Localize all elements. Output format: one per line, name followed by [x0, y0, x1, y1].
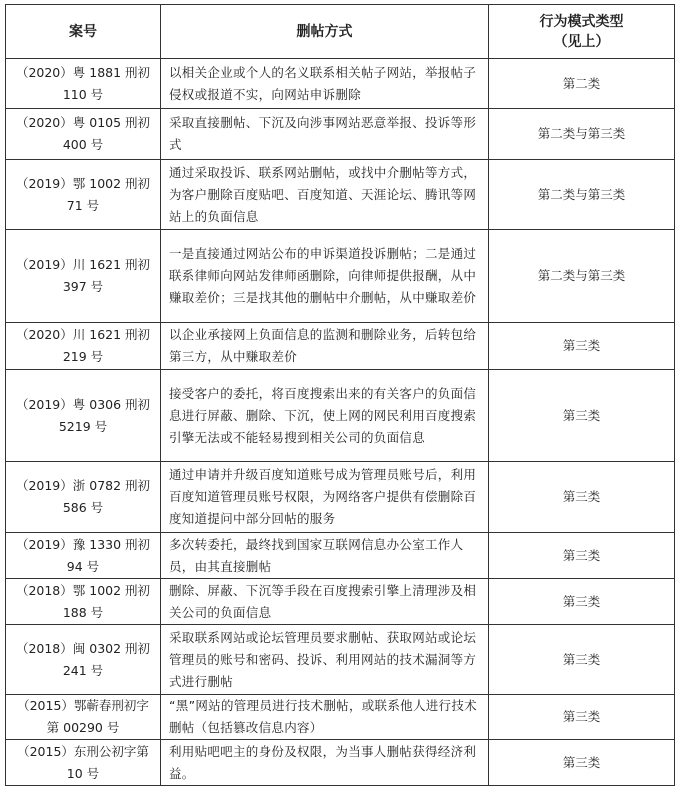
table-row — [6, 160, 675, 230]
method-cell: 一是直接通过网站公布的申诉渠道投诉删帖；二是通过联系律师向网站发律师函删除，向律师提供报酬，从中赚取差价；三是找其他的删帖中介删帖，从中赚取差价 — [161, 230, 489, 323]
method-cell: 采取联系网站或论坛管理员要求删帖、获取网站或论坛管理员的账号和密码、投诉、利用网站的技术漏洞等方式进行删帖 — [161, 625, 489, 695]
case-number-cell: （2020）川 1621 刑初 219 号 — [6, 323, 161, 370]
table-row — [6, 462, 675, 533]
case-number-cell: （2015）东刑公初字第 10 号 — [6, 740, 161, 786]
case-number-cell: （2020）粤 1881 刑初 110 号 — [6, 59, 161, 109]
case-number-cell: （2019）川 1621 刑初 397 号 — [6, 230, 161, 323]
method-cell: 以企业承接网上负面信息的监测和删除业务，后转包给第三方，从中赚取差价 — [161, 323, 489, 370]
type-cell: 第三类 — [489, 533, 675, 579]
table-row — [6, 370, 675, 462]
case-number-cell: （2015）鄂蕲春刑初字第 00290 号 — [6, 695, 161, 740]
method-cell: 通过申请并升级百度知道账号成为管理员账号后，利用百度知道管理员账号权限，为网络客户提供有偿删除百度知道提问中部分回帖的服务 — [161, 462, 489, 533]
method-cell: 采取直接删帖、下沉及向涉事网站恶意举报、投诉等形式 — [161, 109, 489, 160]
header-type-note: （见上） — [553, 33, 610, 50]
case-number-cell: （2019）豫 1330 刑初 94 号 — [6, 533, 161, 579]
method-cell: 通过采取投诉、联系网站删帖，或找中介删帖等方式，为客户删除百度贴吧、百度知道、天涯论坛、腾讯等网站上的负面信息 — [161, 160, 489, 230]
type-cell: 第三类 — [489, 625, 675, 695]
method-cell: 以相关企业或个人的名义联系相关帖子网站，举报帖子侵权或报道不实，向网站申诉删除 — [161, 59, 489, 109]
case-number-cell: （2019）鄂 1002 刑初 71 号 — [6, 160, 161, 230]
table-row — [6, 109, 675, 160]
table-row — [6, 533, 675, 579]
case-number-cell: （2018）鄂 1002 刑初 188 号 — [6, 579, 161, 625]
type-cell: 第三类 — [489, 323, 675, 370]
table-row — [6, 695, 675, 740]
type-cell: 第三类 — [489, 370, 675, 462]
case-table — [5, 4, 675, 786]
case-number-cell: （2019）浙 0782 刑初 586 号 — [6, 462, 161, 533]
type-cell: 第二类与第三类 — [489, 160, 675, 230]
type-cell: 第三类 — [489, 740, 675, 786]
table-row — [6, 59, 675, 109]
type-cell: 第二类与第三类 — [489, 230, 675, 323]
case-number-cell: （2020）粤 0105 刑初 400 号 — [6, 109, 161, 160]
table-row — [6, 323, 675, 370]
type-cell: 第二类与第三类 — [489, 109, 675, 160]
header-method: 删帖方式 — [161, 5, 489, 59]
case-number-cell: （2019）粤 0306 刑初 5219 号 — [6, 370, 161, 462]
table-row — [6, 740, 675, 786]
case-table-container — [5, 4, 674, 786]
type-cell: 第三类 — [489, 695, 675, 740]
type-cell: 第三类 — [489, 579, 675, 625]
method-cell: 利用贴吧吧主的身份及权限，为当事人删帖获得经济利益。 — [161, 740, 489, 786]
header-row — [6, 5, 675, 59]
table-row — [6, 625, 675, 695]
type-cell: 第二类 — [489, 59, 675, 109]
method-cell: 多次转委托，最终找到国家互联网信息办公室工作人员，由其直接删帖 — [161, 533, 489, 579]
method-cell: 删除、屏蔽、下沉等手段在百度搜索引擎上清理涉及相关公司的负面信息 — [161, 579, 489, 625]
header-case-no: 案号 — [6, 5, 161, 59]
type-cell: 第三类 — [489, 462, 675, 533]
table-row — [6, 579, 675, 625]
header-type — [489, 5, 675, 59]
table-row — [6, 230, 675, 323]
header-type-label: 行为模式类型 — [539, 13, 624, 30]
method-cell: “黑”网站的管理员进行技术删帖，或联系他人进行技术删帖（包括篡改信息内容） — [161, 695, 489, 740]
method-cell: 接受客户的委托，将百度搜索出来的有关客户的负面信息进行屏蔽、删除、下沉，使上网的网民利用百度搜索引擎无法或不能轻易搜到相关公司的负面信息 — [161, 370, 489, 462]
case-number-cell: （2018）闽 0302 刑初 241 号 — [6, 625, 161, 695]
